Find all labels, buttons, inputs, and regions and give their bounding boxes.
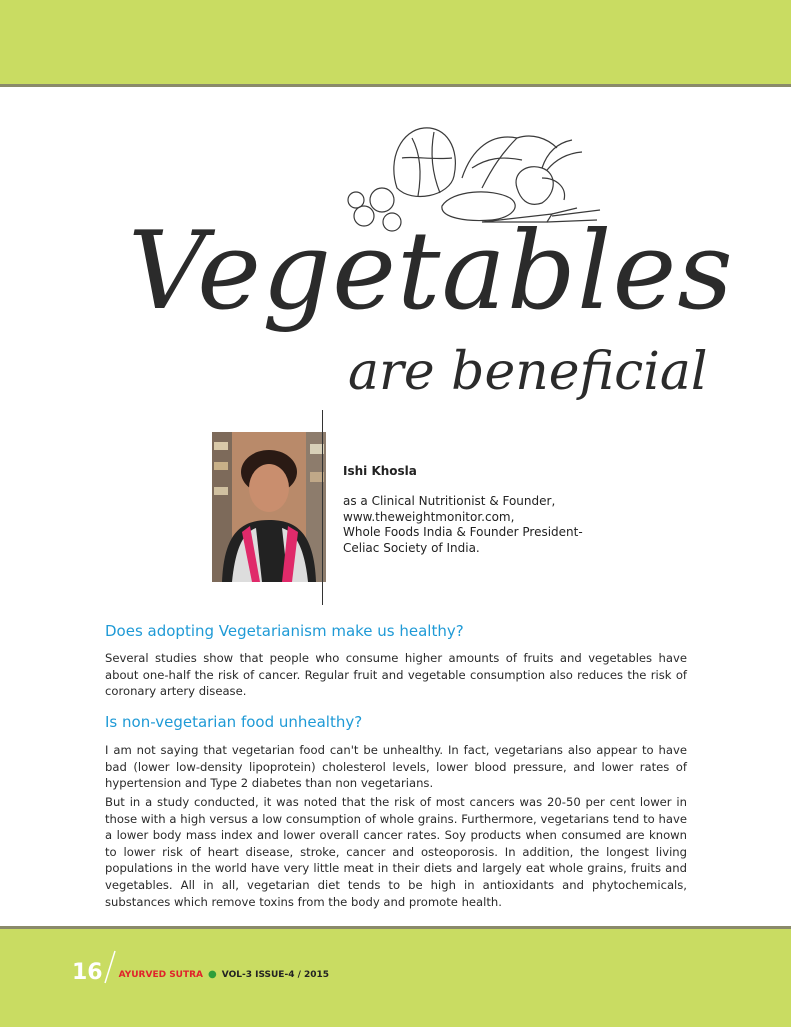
issue-info: VOL-3 ISSUE-4 / 2015 — [221, 970, 330, 980]
section-heading: Does adopting Vegetarianism make us healthy? — [105, 622, 464, 640]
author-desc-line: Whole Foods India & Founder President- — [343, 525, 583, 539]
divider-line — [322, 410, 323, 605]
author-desc-line: www.theweightmonitor.com, — [343, 509, 515, 524]
section-paragraph: I am not saying that vegetarian food can't be unhealthy. In fact, vegetarians also appear to have bad (lower low-density lipoprotein) cholesterol levels, lower blood pressure, and lower rates of hypertension and Type 2 diabetes than non vegetarians. — [105, 743, 687, 791]
page-number: 16 — [72, 960, 103, 985]
section-heading: Is non-vegetarian food unhealthy? — [105, 713, 363, 731]
author-desc-line: Celiac Society of India. — [343, 540, 480, 555]
slash-icon — [103, 950, 117, 984]
author-name: Ishi Khosla — [343, 464, 417, 478]
bullet-icon: ● — [208, 969, 217, 980]
page-title: Vegetables — [128, 209, 734, 334]
author-photo — [212, 432, 326, 582]
author-description — [343, 494, 643, 556]
section-paragraph: Several studies show that people who consume higher amounts of fruits and vegetables have about one-half the risk of cancer. Regular fruit and vegetable consumption also reduces the risk of coronary artery disease. — [105, 651, 687, 699]
footer — [72, 944, 329, 984]
section-paragraph: But in a study conducted, it was noted that the risk of most cancers was 20-50 per cent lower in those with a high versus a low consumption of whole grains. Furthermore, vegetarians tend to have a lower body mass index and lower overall cancer rates. Soy products when consumed are known to lower risk of heart disease, stroke, cancer and osteoporosis. In addition, the longest living populations in the world have very little meat in their diets and largely eat whole grains, fruits and vegetables. All in all, vegetarian diet tends to be high in antioxidants and phytochemicals, substances which remove toxins from the body and promote health. — [105, 795, 687, 909]
author-desc-line: as a Clinical Nutritionist & Founder, — [343, 494, 556, 508]
top-green-band — [0, 0, 791, 87]
magazine-name: AYURVED SUTRA — [118, 970, 204, 980]
page-subtitle: are beneficial — [348, 342, 708, 402]
